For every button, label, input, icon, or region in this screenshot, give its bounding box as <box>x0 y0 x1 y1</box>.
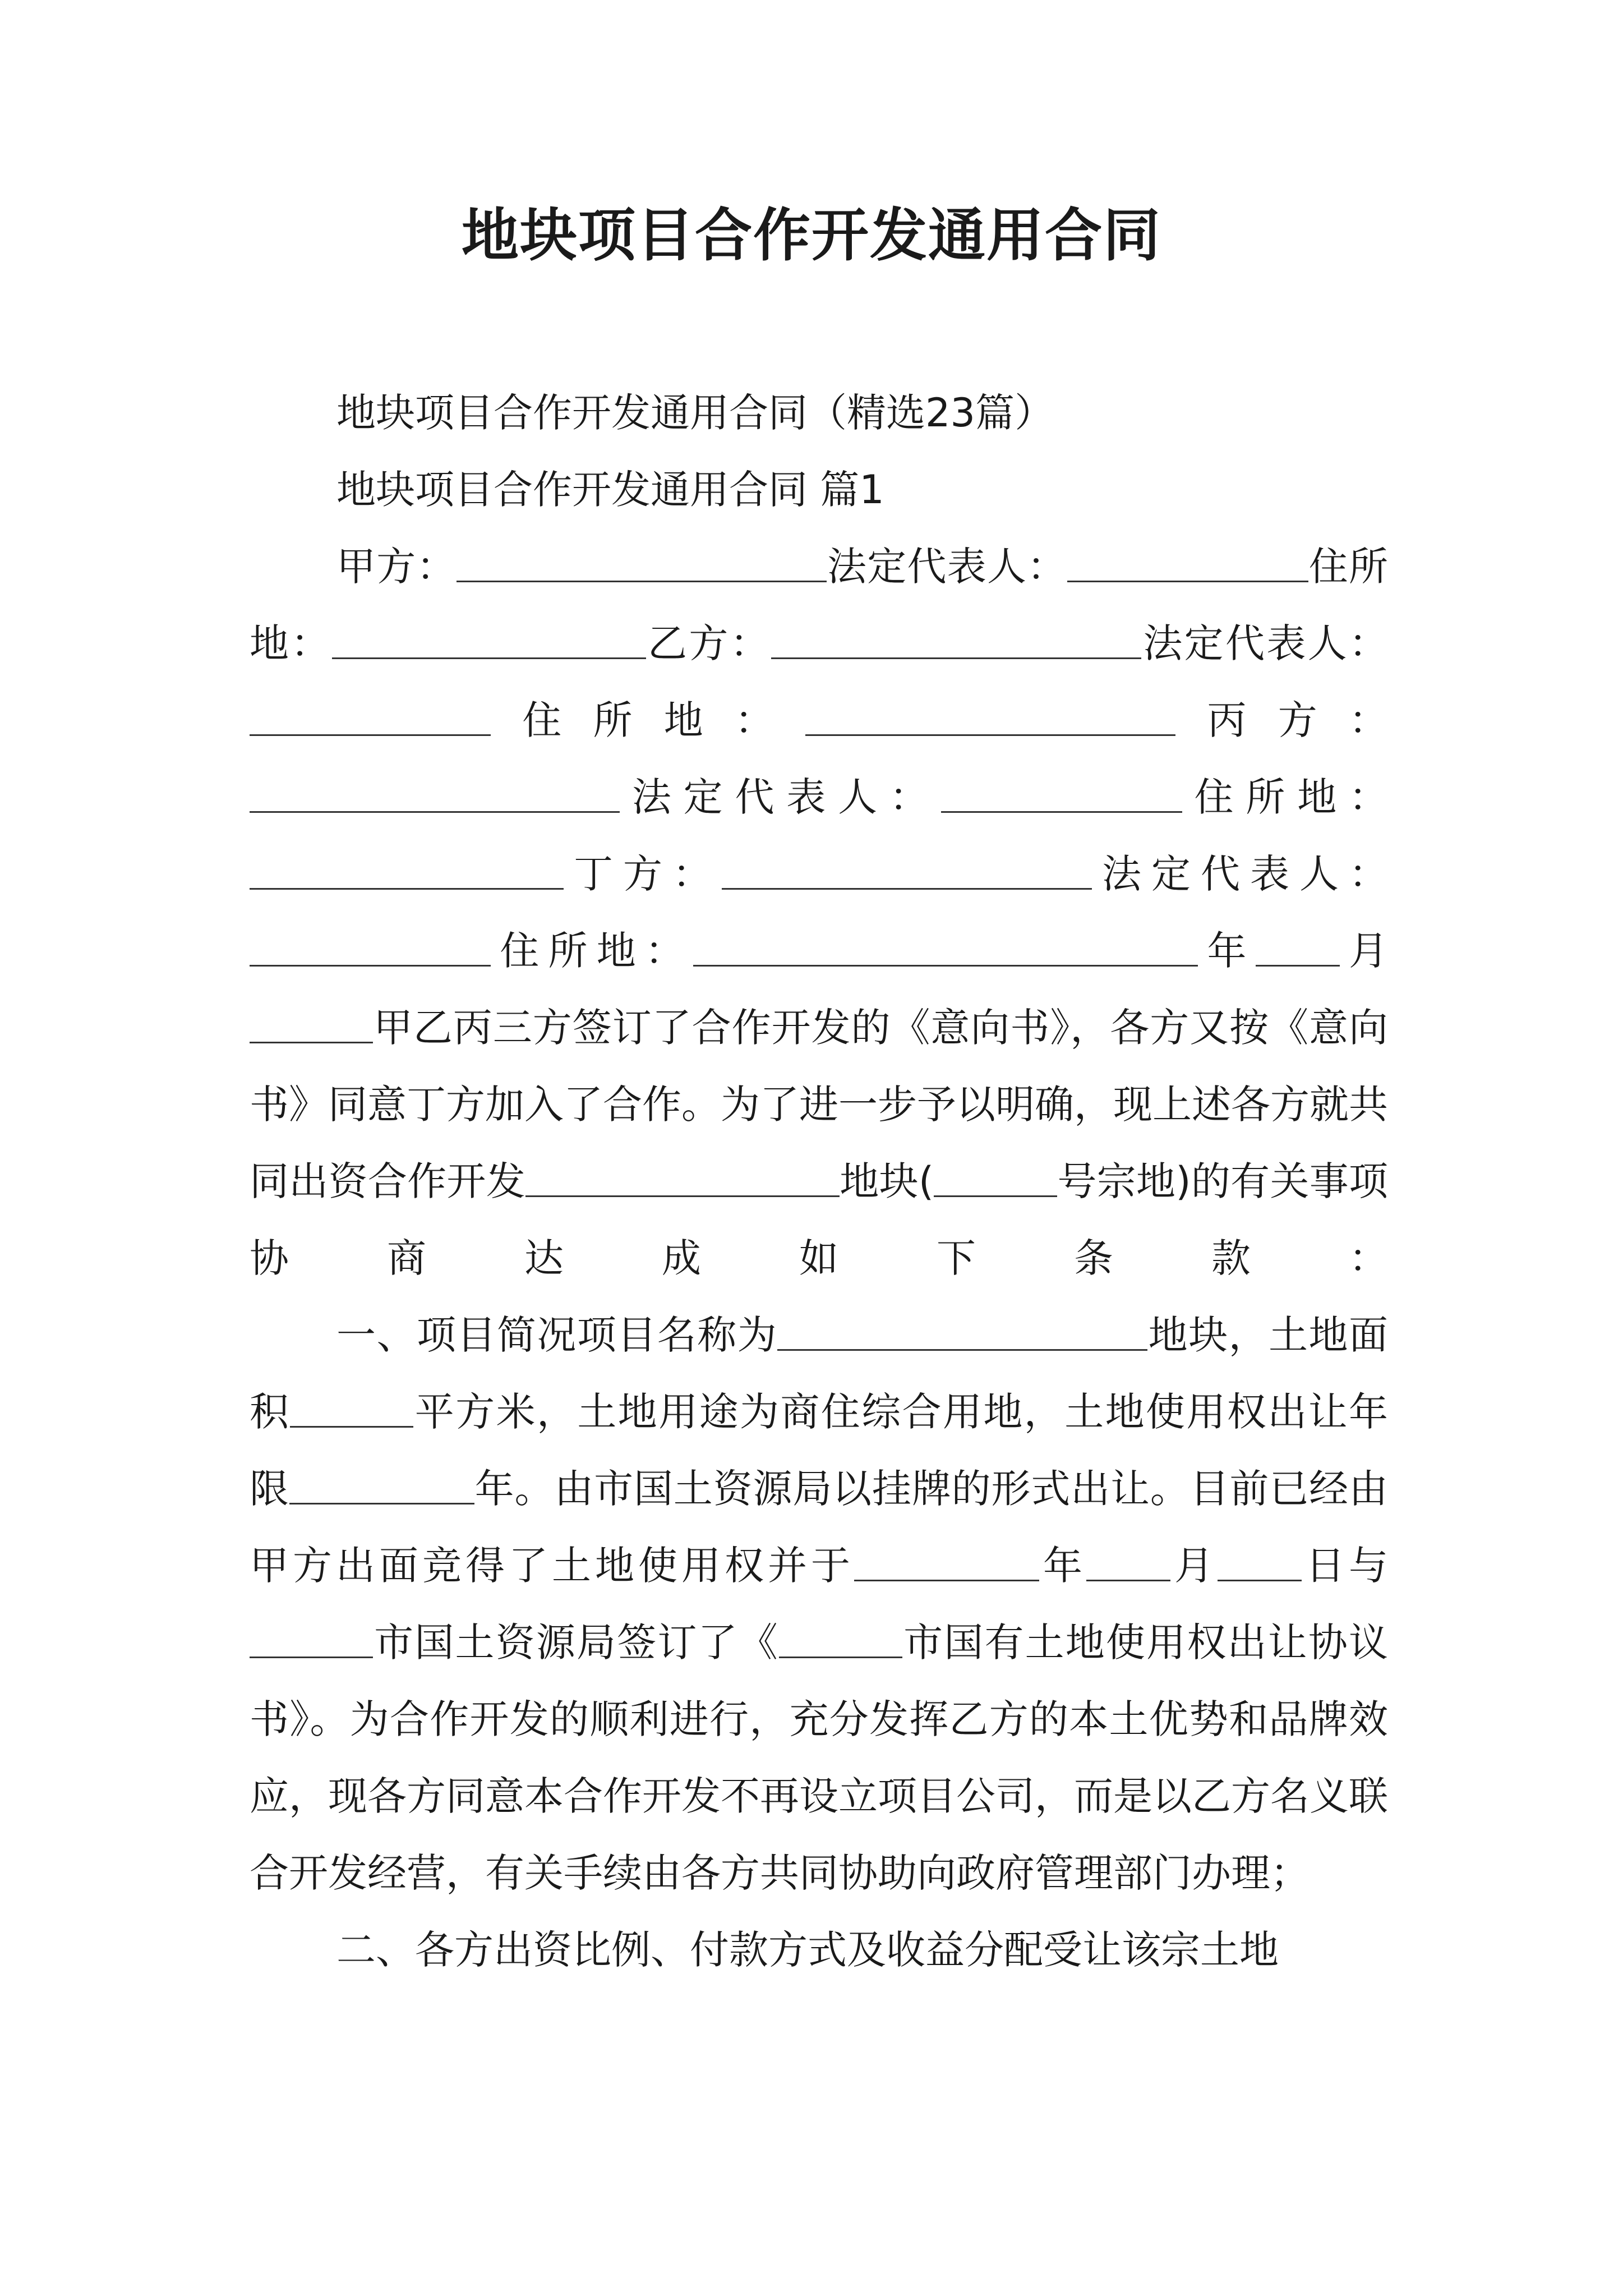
blank-field <box>250 850 564 890</box>
blank-field <box>250 927 491 967</box>
blank-field <box>250 697 491 736</box>
clause-text: 一、项目简况项目名称为 <box>336 1312 778 1358</box>
clause-text: 平方米，土地用途为商住综合用地，土地使用权出让年限 <box>250 1389 1389 1512</box>
address-label: 住所地： <box>1182 774 1389 820</box>
blank-field <box>854 1542 1039 1581</box>
blank-field <box>941 774 1182 813</box>
blank-field <box>1067 543 1308 582</box>
blank-field <box>250 1619 373 1658</box>
blank-field <box>290 1388 413 1428</box>
document-title: 地块项目合作开发通用合同 <box>462 202 1161 269</box>
month-label: 月 <box>1339 928 1388 974</box>
year-label: 年 <box>1198 928 1256 974</box>
clause-text: 月 <box>1170 1543 1218 1589</box>
blank-field <box>289 1465 474 1504</box>
clause-text: 年 <box>1039 1543 1086 1589</box>
party-d-label: 丁方： <box>564 851 722 897</box>
legal-rep-label: 法定代表人： <box>826 544 1067 590</box>
intro-text: 地块( <box>839 1158 934 1204</box>
legal-rep-label: 法定代表人： <box>1141 620 1389 666</box>
blank-field <box>934 1158 1057 1197</box>
intro-text: 甲乙丙三方签订了合作开发的《意向书》，各方又按《意向书》同意丁方加入了合作。为了进一步予以明确，现上述各方就共同出资合作开发 <box>250 1005 1388 1204</box>
blank-field <box>771 620 1141 659</box>
blank-field <box>250 1004 373 1043</box>
section-heading: 地块项目合作开发通用合同 篇1 <box>336 467 884 513</box>
legal-rep-label: 法定代表人： <box>620 774 941 820</box>
blank-field <box>250 774 620 813</box>
blank-field <box>693 927 1198 967</box>
intro-text: 号宗地)的有关事项协商达成如下条款： <box>250 1158 1389 1281</box>
blank-field <box>332 620 646 659</box>
address-label: 住所地： <box>250 544 1388 666</box>
legal-rep-label: 法定代表人： <box>1092 851 1388 897</box>
address-label: 住所地： <box>491 928 694 974</box>
clause-text: 市国土资源局签订了《 <box>373 1619 779 1665</box>
blank-field <box>1256 927 1340 967</box>
blank-field <box>779 1619 902 1658</box>
blank-field <box>1218 1542 1302 1581</box>
subtitle: 地块项目合作开发通用合同（精选23篇） <box>336 390 1054 436</box>
clause-2-paragraph: 二、各方出资比例、付款方式及收益分配受让该宗土地 <box>336 1927 1279 1973</box>
address-label: 住所地： <box>491 697 806 743</box>
parties-paragraph <box>250 528 1388 1297</box>
clause-text: 年。由市国土资源局以挂牌的形式出让。目前已经由甲方出面竞得了土地使用权并于 <box>250 1466 1389 1589</box>
clause-text: 地块，土地面积 <box>250 1312 1389 1435</box>
blank-field <box>1086 1542 1170 1581</box>
clause-text: 市国有土地使用权出让协议书》。为合作开发的顺利进行，充分发挥乙方的本土优势和品牌效应，现各方同意本合作开发不再设立项目公司，而是以乙方名义联合开发经营，有关手续由各方共同协助向政府管理部门办理； <box>250 1619 1389 1896</box>
document-body <box>250 375 1388 1989</box>
blank-field <box>525 1158 840 1197</box>
blank-field <box>722 850 1092 890</box>
party-a-label: 甲方： <box>336 544 457 590</box>
clause-text: 日与 <box>1302 1543 1388 1589</box>
party-b-label: 乙方： <box>645 620 772 666</box>
blank-field <box>457 543 827 582</box>
blank-field <box>805 697 1175 736</box>
clause-1-paragraph <box>250 1297 1388 1912</box>
blank-field <box>777 1312 1147 1351</box>
party-c-label: 丙方： <box>1175 697 1388 743</box>
